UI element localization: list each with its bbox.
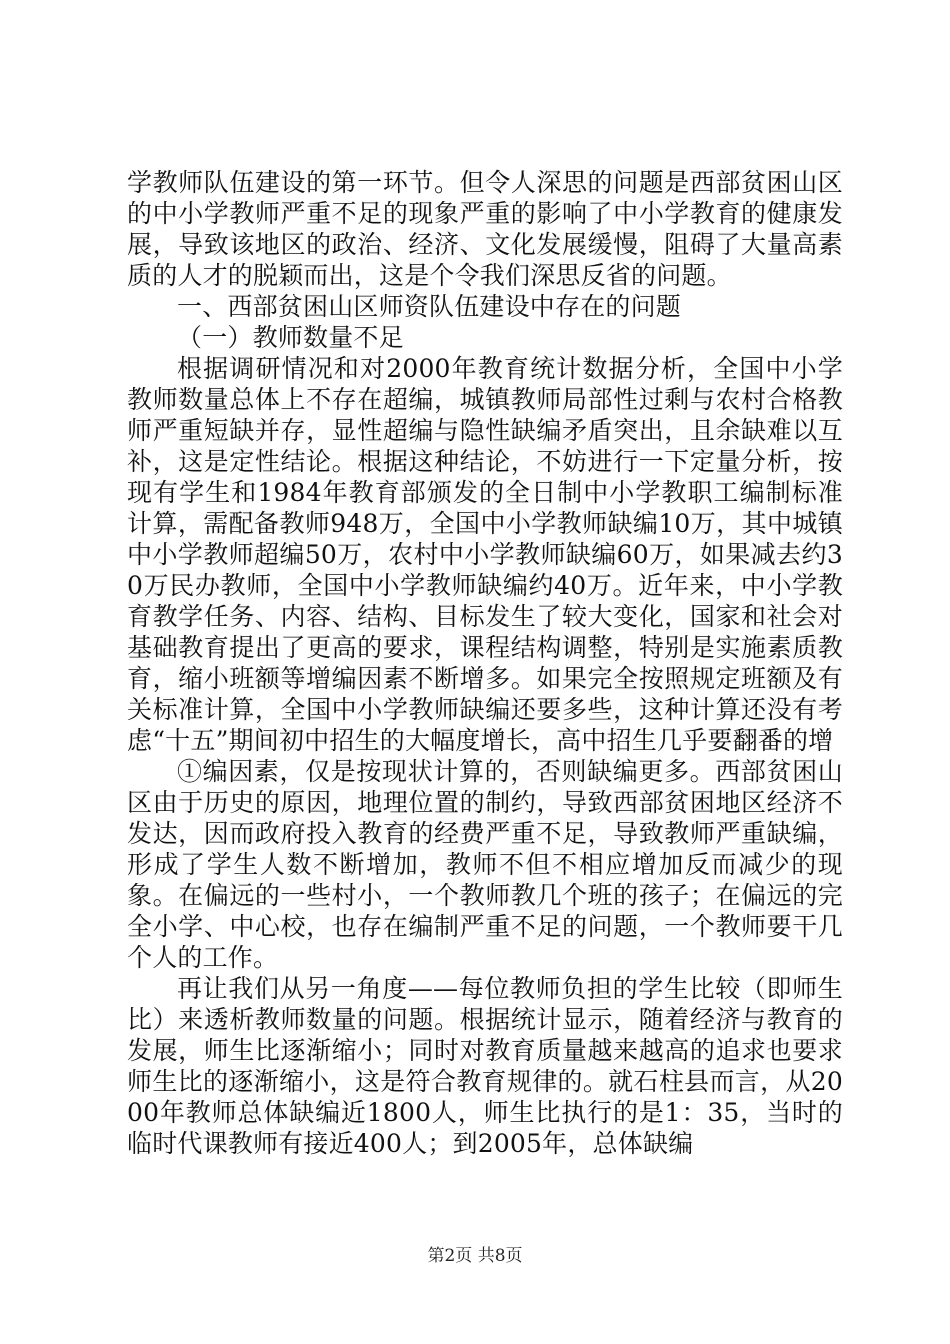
paragraph-continuation: 学教师队伍建设的第一环节。但令人深思的问题是西部贫困山区的中小学教师严重不足的现象严重的影响了中小学教育的健康发展，导致该地区的政治、经济、文化发展缓慢，阻碍了大量高素质的人才的脱颖而出，这是个令我们深思反省的问题。 [127,168,843,290]
paragraph-western-regions: ①编因素，仅是按现状计算的，否则缺编更多。西部贫困山区由于历史的原因，地理位置的制约，导致西部贫困地区经济不发达，因而政府投入教育的经费严重不足，导致教师严重缺编，形成了学生人数不断增加，教师不但不相应增加反而减少的现象。在偏远的一些村小，一个教师教几个班的孩子；在偏远的完全小学、中心校，也存在编制严重不足的问题，一个教师要干几个人的工作。 [127,757,843,972]
subsection-heading: （一）教师数量不足 [177,323,404,352]
paragraph-teacher-statistics: 根据调研情况和对2000年教育统计数据分析，全国中小学教师数量总体上不存在超编，城镇教师局部性过剩与农村合格教师严重短缺并存，显性超编与隐性缺编矛盾突出，且余缺难以互补，这是定性结论。根据这种结论，不妨进行一下定量分析，按现有学生和1984年教育部颁发的全日制中小学教职工编制标准计算，需配备教师948万，全国中小学教师缺编10万，其中城镇中小学教师超编50万，农村中小学教师缺编60万，如果减去约30万民办教师，全国中小学教师缺编约40万。近年来，中小学教育教学任务、内容、结构、目标发生了较大变化，国家和社会对基础教育提出了更高的要求，课程结构调整，特别是实施素质教育，缩小班额等增编因素不断增多。如果完全按照规定班额及有关标准计算，全国中小学教师缺编还要多些，这种计算还没有考虑“十五”期间初中招生的大幅度增长，高中招生几乎要翻番的增 [127,354,843,755]
paragraph-teacher-student-ratio: 再让我们从另一角度——每位教师负担的学生比较（即师生比）来透析教师数量的问题。根据统计显示，随着经济与教育的发展，师生比逐渐缩小；同时对教育质量越来越高的追求也要求师生比的逐渐缩小，这是符合教育规律的。就石柱县而言，从2000年教师总体缺编近1800人，师生比执行的是1：35，当时的临时代课教师有接近400人；到2005年，总体缺编 [127,974,843,1158]
document-body [127,167,843,1159]
page-footer: 第2页 共8页 [427,1246,523,1266]
section-heading: 一、西部贫困山区师资队伍建设中存在的问题 [177,292,682,321]
